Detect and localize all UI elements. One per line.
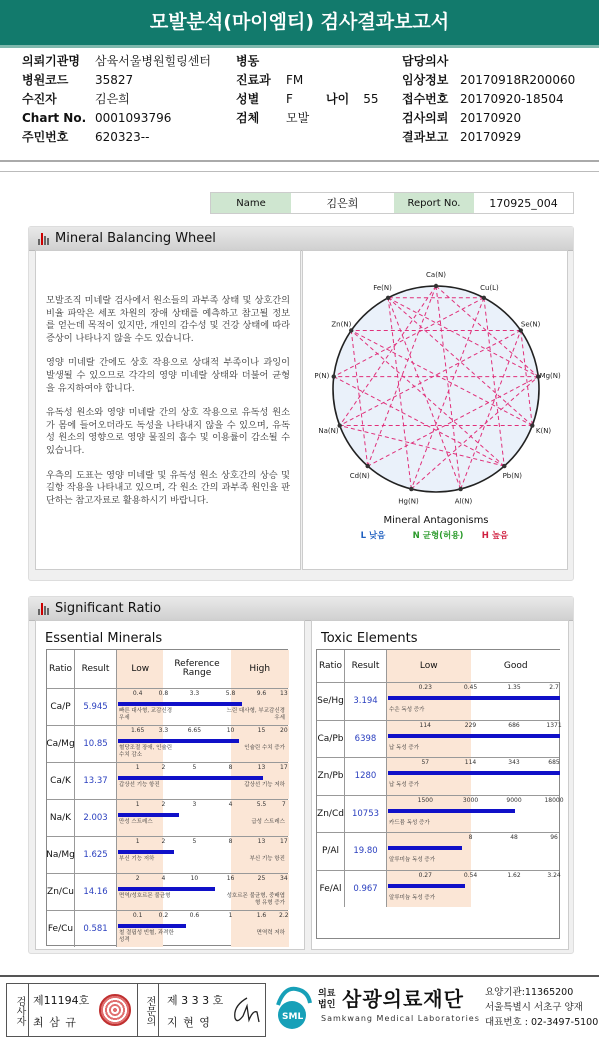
wheel-node-dot [458, 487, 462, 491]
wheel-paragraph: 우측의 도표는 영양 미네랄 및 유독성 원소 상호간의 상승 및 길항 작용을 나타내고 있으며, 각 원소 간의 과부족 원인을 판단하는 참고자료로 활용하시기 바랍니다. [46, 469, 290, 506]
row-tick: 2 [135, 875, 140, 882]
table-header [317, 650, 559, 682]
divider [0, 160, 599, 162]
name-report-bar [210, 192, 574, 214]
row-low-note: 혈당조절 장애, 인슐린 수치 감소 [119, 745, 173, 758]
wheel-description [35, 250, 301, 570]
row-tick: 1371 [546, 721, 562, 729]
row-tick: 685 [548, 759, 560, 766]
row-tick: 343 [508, 759, 520, 766]
info-row: 결과보고 20170929 [402, 130, 522, 144]
report-label: Report No. [394, 193, 474, 213]
row-tick: 48 [510, 834, 518, 841]
row-high-note: 성호르몬 불균형, 중배엽형 유형 증가 [226, 893, 285, 906]
row-tick: 1500 [417, 796, 433, 804]
row-result-bar [118, 739, 239, 743]
row-tick: 17 [280, 838, 288, 845]
row-result-bar [388, 884, 465, 888]
wheel-node-label: Zn(N) [331, 320, 352, 329]
mineral-wheel-panel [28, 226, 574, 581]
row-tick: 1.35 [507, 684, 521, 691]
row-result: 6398 [345, 721, 387, 758]
wheel-node-label: Mg(N) [539, 372, 561, 381]
row-high-note: 갑상선 기능 저하 [244, 782, 285, 788]
row-note: 알루미늄 독성 증가 [389, 894, 436, 901]
info-row: 담당의사 [402, 54, 449, 68]
row-tick: 114 [419, 721, 431, 729]
row-ratio-name: Fe/Cu [47, 911, 75, 947]
inspector-number: 제11194호 [33, 994, 90, 1007]
row-note: 납 독성 증가 [389, 782, 420, 788]
wheel-node-label: Fe(N) [373, 284, 392, 293]
patient-info-col3 [402, 52, 575, 147]
name-label: Name [211, 193, 291, 213]
row-result-bar [118, 850, 174, 854]
info-row: 검사의뢰 20170920 [402, 111, 522, 125]
row-tick: 0.2 [158, 912, 169, 919]
row-result-bar [388, 846, 462, 850]
wheel-node-dot [349, 328, 353, 332]
row-tick: 114 [464, 759, 477, 766]
row-tick: 10 [190, 875, 199, 882]
row-tick: 5.5 [256, 801, 267, 808]
wheel-node-label: K(N) [535, 426, 552, 435]
row-tick: 20 [280, 727, 288, 734]
signature-box [6, 983, 266, 1037]
wheel-node-dot [386, 296, 390, 300]
row-result: 5.945 [75, 689, 117, 725]
header-zone: Low [387, 650, 471, 682]
wheel-node-label: P(N) [314, 372, 330, 381]
table-row [47, 910, 287, 947]
row-ratio-name: Ca/K [47, 763, 75, 799]
row-result-bar [388, 809, 515, 813]
header-ratio: Ratio [317, 650, 345, 682]
wheel-circle [333, 286, 539, 492]
wheel-legend-item: L 낮음 [360, 531, 386, 541]
row-ratio-name: Zn/Cu [47, 874, 75, 910]
wheel-paragraph: 영양 미네랄 간에도 상호 작용으로 상대적 부족이나 과잉이 발생될 수 있으므로 각각의 영양 미네랄 상태와 더불어 균형을 유지하여야 합니다. [46, 357, 290, 394]
header-result: Result [75, 650, 117, 688]
table-row [47, 725, 287, 762]
table-header [47, 650, 287, 688]
row-result-bar [388, 696, 560, 700]
row-tick: 1.6 [256, 912, 267, 919]
row-tick: 15 [257, 727, 266, 734]
row-result: 10753 [345, 796, 387, 833]
essential-table [46, 649, 288, 946]
row-result-bar [388, 771, 560, 775]
row-tick: 8 [228, 764, 233, 771]
row-tick: 3000 [462, 796, 479, 804]
row-low-note: 빠른 대사형, 교감신경 우세 [119, 708, 173, 721]
toxic-title: Toxic Elements [321, 631, 418, 646]
row-ratio-name: Ca/P [47, 689, 75, 725]
patient-info-col2 [236, 52, 309, 128]
table-row [317, 870, 559, 908]
header-zone: Low [117, 650, 163, 688]
row-tick: 0.27 [418, 871, 432, 879]
info-row: 검체 모발 [236, 111, 310, 125]
wheel-node-dot [502, 464, 506, 468]
row-note: 카드뮴 독성 증가 [389, 819, 430, 826]
wheel-node-label: Hg(N) [398, 497, 419, 506]
row-high-note: 면역력 저하 [256, 930, 285, 936]
wheel-node-dot [365, 464, 369, 468]
row-ratio-name: Se/Hg [317, 683, 345, 720]
org-name: 삼광의료재단 [342, 987, 464, 1011]
row-ratio-name: Na/Mg [47, 837, 75, 873]
table-row [47, 688, 287, 725]
row-tick: 0.1 [132, 912, 143, 919]
row-result: 3.194 [345, 683, 387, 720]
row-result: 0.581 [75, 911, 117, 947]
row-tick: 8 [468, 834, 473, 841]
bar-chart-icon [38, 603, 50, 615]
wheel-node-dot [482, 296, 486, 300]
row-tick: 0.8 [158, 690, 169, 697]
row-tick: 0.45 [463, 684, 478, 691]
bar-chart-icon [38, 233, 50, 245]
specialist-name: 지 현 영 [167, 1016, 211, 1029]
row-tick: 5.8 [225, 690, 236, 697]
info-row: Chart No. 0001093796 [22, 111, 172, 125]
wheel-node-label: Cu(L) [480, 284, 499, 293]
table-row [47, 836, 287, 873]
row-result: 10.85 [75, 726, 117, 762]
row-result: 2.003 [75, 800, 117, 836]
wheel-node-label: Cd(N) [349, 472, 370, 481]
row-ratio-name: Zn/Pb [317, 758, 345, 795]
row-tick: 0.4 [132, 690, 143, 697]
signature [227, 992, 263, 1028]
patient-info-col1 [22, 52, 211, 147]
panel-title: Significant Ratio [29, 597, 573, 621]
table-row [47, 873, 287, 910]
table-row [47, 762, 287, 799]
info-row: 의뢰기관명 삼육서울병원힐링센터 [22, 54, 211, 68]
row-tick: 3.3 [189, 690, 200, 697]
table-row [317, 720, 562, 758]
row-result: 19.80 [345, 833, 387, 870]
header-result: Result [345, 650, 387, 682]
row-low-note: 부신 기능 저하 [119, 856, 155, 862]
info-row: 임상정보 20170918R200060 [402, 73, 576, 87]
footer [0, 975, 599, 1040]
row-tick: 5 [192, 764, 197, 771]
org-type: 의료법인 [318, 989, 336, 1010]
row-tick: 13 [280, 690, 288, 697]
name-value: 김은희 [326, 197, 359, 210]
wheel-legend-item: N 균형(허용) [412, 531, 464, 541]
specialist-label: 전문의 [137, 984, 159, 1036]
row-ratio-name: Na/K [47, 800, 75, 836]
row-tick: 17 [280, 764, 288, 771]
row-result-bar [118, 924, 186, 928]
row-tick: 2 [161, 838, 166, 845]
row-tick: 4 [228, 801, 233, 808]
row-tick: 1.62 [507, 871, 521, 879]
row-result: 1280 [345, 758, 387, 795]
row-tick: 2.7 [549, 684, 559, 691]
report-title: 모발분석(마이엠티) 검사결과보고서 [0, 0, 599, 48]
row-tick: 13 [257, 764, 266, 771]
wheel-node-label: Ca(N) [426, 271, 446, 279]
row-tick: 3.24 [547, 871, 561, 879]
row-tick: 3 [192, 801, 197, 808]
wheel-node-dot [519, 328, 523, 332]
wheel-node-label: Al(N) [454, 497, 473, 506]
wheel-node-dot [409, 487, 413, 491]
table-row [317, 795, 564, 833]
row-tick: 1.65 [130, 727, 145, 734]
row-tick: 1 [135, 838, 140, 845]
row-tick: 9000 [506, 796, 522, 804]
significant-ratio-panel [28, 596, 574, 954]
info-row: 주민번호 620323-- [22, 130, 150, 144]
row-low-note: 철 결핍성 빈혈, 과격한 성격 [119, 930, 174, 943]
row-high-note: 부신 기능 항진 [249, 856, 285, 862]
header-zone: Reference Range [163, 650, 230, 688]
toxic-box [311, 620, 569, 950]
essential-box [35, 620, 305, 950]
row-tick: 8 [228, 838, 233, 845]
row-tick: 16 [226, 875, 235, 882]
wheel-node-dot [332, 374, 336, 378]
row-ratio-name: P/Al [317, 833, 345, 870]
row-result-bar [118, 702, 242, 706]
row-low-note: 면역/성호르몬 불균형 [119, 893, 171, 899]
row-tick: 6.65 [187, 727, 202, 734]
wheel-node-dot [530, 423, 534, 427]
row-tick: 5 [192, 838, 197, 845]
essential-title: Essential Minerals [45, 631, 163, 646]
row-result-bar [388, 734, 560, 738]
wheel-node-label: Pb(N) [502, 472, 522, 481]
wheel-legend-item: H 높음 [481, 531, 509, 541]
row-result-bar [118, 813, 179, 817]
table-row [47, 799, 287, 836]
org-contact: 요양기관:11365200 서울특별시 서초구 양재 대표번호 : 02-3497-5100 [485, 987, 599, 1028]
row-ratio-name: Zn/Cd [317, 796, 345, 833]
row-result: 14.16 [75, 874, 117, 910]
table-row [317, 832, 559, 870]
row-tick: 2 [161, 764, 166, 771]
row-tick: 2 [161, 801, 166, 808]
row-tick: 2.2 [279, 912, 289, 919]
inspector-name: 최 삼 규 [33, 1016, 77, 1029]
table-row [317, 682, 559, 720]
row-ratio-name: Fe/Al [317, 871, 345, 908]
wheel-node-label: Se(N) [520, 320, 541, 329]
row-tick: 57 [421, 759, 430, 766]
row-tick: 9.6 [256, 690, 267, 697]
specialist-number: 제 3 3 3 호 [167, 994, 224, 1007]
wheel-chart-box [302, 250, 568, 570]
row-tick: 1 [135, 801, 140, 808]
row-low-note: 갑상선 기능 항진 [119, 782, 160, 788]
row-tick: 3.3 [158, 727, 169, 734]
mineral-wheel-chart [303, 251, 567, 569]
row-ratio-name: Ca/Mg [47, 726, 75, 762]
svg-text:SML: SML [282, 1012, 304, 1022]
wheel-paragraph: 모발조직 미네랄 검사에서 원소들의 과부족 상태 및 상호간의 비율 파악은 세포 차원의 장애 상태를 예측하고 참고될 정보를 얻는데 목적이 있지만, 개인의 감수성 및 건강 상태에 따라 증상이 나타나지 않을 수도 있습니다. [46, 295, 290, 344]
header-ratio: Ratio [47, 650, 75, 688]
row-high-note: 인슐린 수치 증가 [244, 745, 285, 751]
sml-logo [272, 983, 314, 1031]
row-high-note: 급성 스트레스 [251, 819, 285, 825]
info-row: 접수번호 20170920-18504 [402, 92, 564, 106]
row-result: 1.625 [75, 837, 117, 873]
row-tick: 0.23 [418, 684, 432, 691]
row-tick: 25 [257, 875, 266, 882]
row-tick: 4 [161, 875, 166, 882]
wheel-paragraph: 유독성 원소와 영양 미네랄 간의 상호 작용으로 유독성 원소가 몸에 들어오더라도 독성을 나타내지 않을 수 있으며, 유독성 원소의 영향으로 영양 물질의 흡수 및 이용률이 감소될 수 있습니다. [46, 407, 290, 456]
row-tick: 686 [508, 721, 520, 729]
info-row: 성별 F [236, 92, 293, 106]
row-tick: 0.54 [463, 871, 478, 879]
row-result: 13.37 [75, 763, 117, 799]
wheel-node-label: Na(N) [318, 426, 339, 435]
row-note: 수은 독성 증가 [389, 707, 425, 713]
panel-title: Mineral Balancing Wheel [29, 227, 573, 251]
header-zone: High [231, 650, 289, 688]
wheel-caption: Mineral Antagonisms [383, 515, 489, 526]
row-ratio-name: Ca/Pb [317, 721, 345, 758]
row-tick: 13 [257, 838, 266, 845]
table-row [317, 757, 559, 795]
age-info: 나이 55 [326, 92, 379, 106]
wheel-node-dot [434, 284, 438, 288]
row-note: 납 독성 증가 [389, 744, 420, 751]
info-row: 병원코드 35827 [22, 73, 134, 87]
inspector-label: 검사자 [7, 984, 29, 1036]
row-tick: 1 [228, 912, 233, 919]
row-tick: 0.6 [189, 912, 200, 919]
row-tick: 96 [550, 834, 558, 841]
row-result-bar [118, 776, 263, 780]
toxic-table [316, 649, 564, 939]
org-english-name: Samkwang Medical Laboratories [321, 1014, 480, 1023]
row-result: 0.967 [345, 871, 387, 908]
row-tick: 1 [135, 764, 140, 771]
row-note: 알루미늄 독성 증가 [389, 857, 436, 863]
row-tick: 34 [280, 875, 288, 882]
row-tick: 18000 [544, 796, 564, 804]
info-row: 병동 [236, 54, 260, 68]
header-zone: Good [471, 650, 561, 682]
row-high-note: 느린 대사형, 부교감신경 우세 [226, 708, 285, 721]
row-tick: 229 [464, 721, 477, 729]
info-row: 진료과 FM [236, 73, 304, 87]
row-low-note: 만성 스트레스 [119, 819, 153, 825]
divider [0, 171, 599, 172]
report-value: 170925_004 [489, 196, 558, 210]
row-result-bar [118, 887, 215, 891]
seal-stamp [99, 994, 131, 1026]
row-tick: 10 [226, 727, 235, 734]
row-tick: 7 [281, 801, 286, 808]
info-row: 수진자 김은희 [22, 92, 130, 106]
